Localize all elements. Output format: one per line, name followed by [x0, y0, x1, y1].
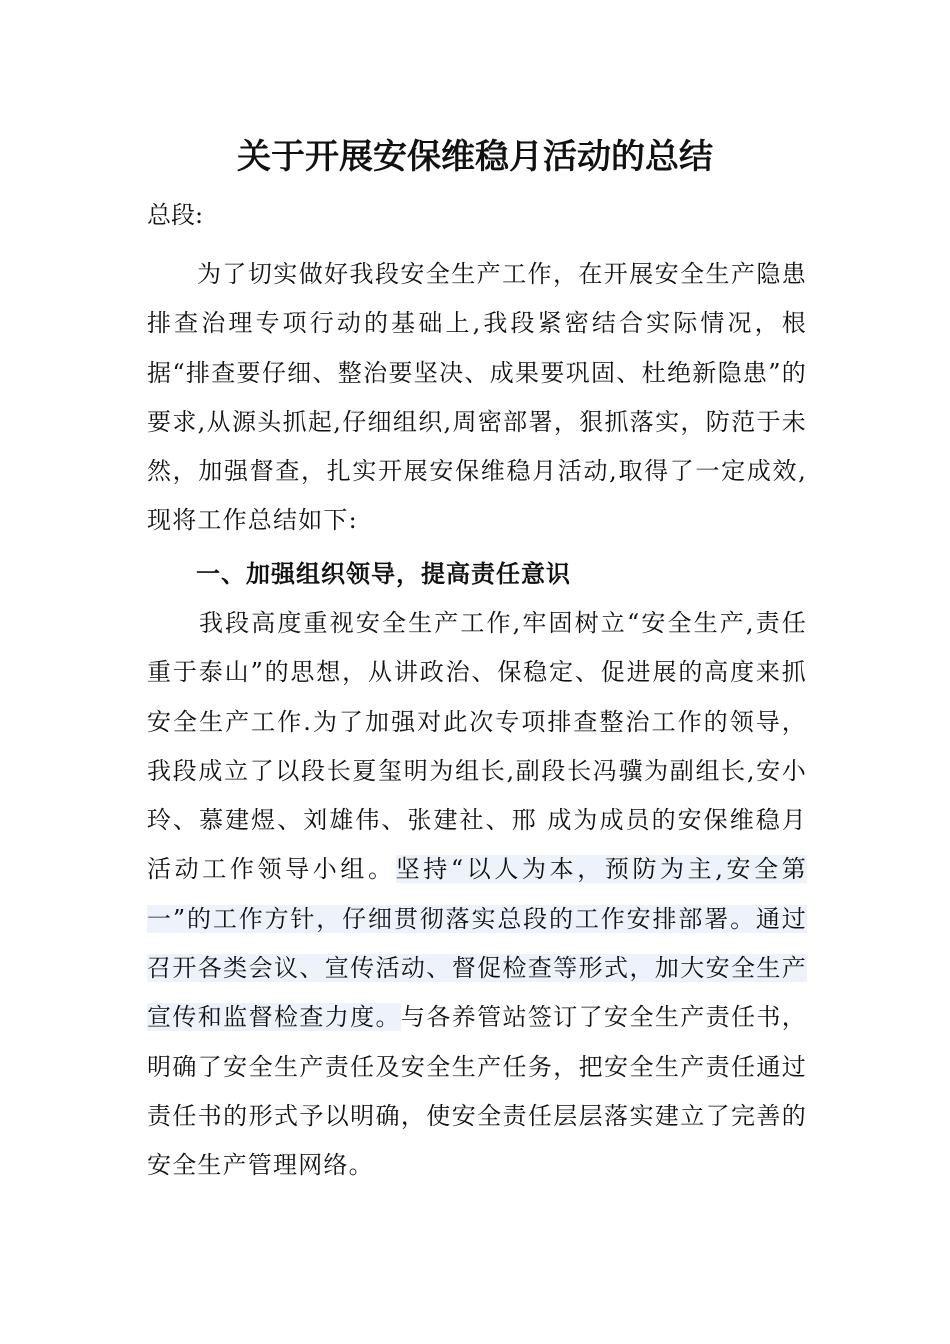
document-title: 关于开展安保维稳月活动的总结	[237, 137, 713, 177]
paragraph-section-1	[147, 599, 807, 1191]
highlighted-text: 坚持“以人为本，预防为主,安全第一”的工作方针，仔细贯彻落实总段的工作安排部署。通过召开各类会议、宣传活动、督促检查等形式，加大安全生产宣传和监督检查力度。	[147, 855, 807, 1032]
paragraph-section-1-part-c: 与各养管站签订了安全生产责任书，明确了安全生产责任及安全生产任务，把安全生产责任通过责任书的形式予以明确，使安全责任层层落实建立了完善的安全生产管理网络。	[147, 1003, 807, 1180]
paragraph-section-1-part-a: 我段高度重视安全生产工作,牢固树立“安全生产,责任重于泰山”的思想，从讲政治、保稳定、促进展的高度来抓安全生产工作.为了加强对此次专项排查整治工作的领导，我段成立了以段长夏玺明为组长,副段长冯骥为副组长,安小玲、慕建煜、刘雄伟、张建社、邢 成为成员的安保维稳月活动工作领导小组。	[147, 609, 807, 884]
salutation: 总段:	[147, 201, 204, 229]
paragraph-intro: 为了切实做好我段安全生产工作，在开展安全生产隐患排查治理专项行动的基础上,我段紧密结合实际情况，根据“排查要仔细、整治要坚决、成果要巩固、杜绝新隐患”的要求,从源头抓起,仔细组织,周密部署，狠抓落实，防范于未然，加强督查，扎实开展安保维稳月活动,取得了一定成效,现将工作总结如下:	[147, 260, 807, 535]
section-heading-1: 一、加强组织领导，提高责任意识	[196, 560, 571, 588]
